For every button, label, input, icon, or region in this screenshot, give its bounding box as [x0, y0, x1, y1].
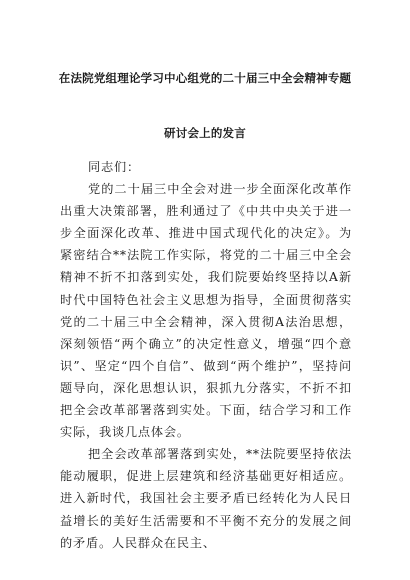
- paragraph-1: 党的二十届三中全会对进一步全面深化改革作出重大决策部署，胜利通过了《中共中央关于进一步全面深化改革、推进中国式现代化的决定》。为紧密结合**法院工作实际，将党的二十届三中全会精神不折不扣落到实处，我们院要始终坚持以A新时代中国特色社会主义思想为指导，全面贯彻落实党的二十届三中全会精神，深入贯彻A法治思想，深刻领悟“两个确立”的决定性意义，增强“四个意识”、坚定“四个自信”、做到“两个维护”，坚持问题导向，深化思想认识，狠抓九分落实，不折不扣把全会改革部署落到实处。下面，结合学习和工作实际，我谈几点体会。: [60, 182, 352, 440]
- document-title-line-1: 在法院党组理论学习中心组党的二十届三中全会精神专题: [58, 71, 352, 85]
- greeting: 同志们：: [88, 160, 140, 174]
- document-title-line-2: 研讨会上的发言: [164, 126, 246, 140]
- paragraph-2: 把全会改革部署落到实处，**法院要坚持依法能动履职，促进上层建筑和经济基础更好相适应。进入新时代，我国社会主要矛盾已经转化为人民日益增长的美好生活需要和不平衡不充分的发展之间的矛盾。人民群众在民主、: [60, 447, 352, 550]
- document-body: [60, 156, 352, 554]
